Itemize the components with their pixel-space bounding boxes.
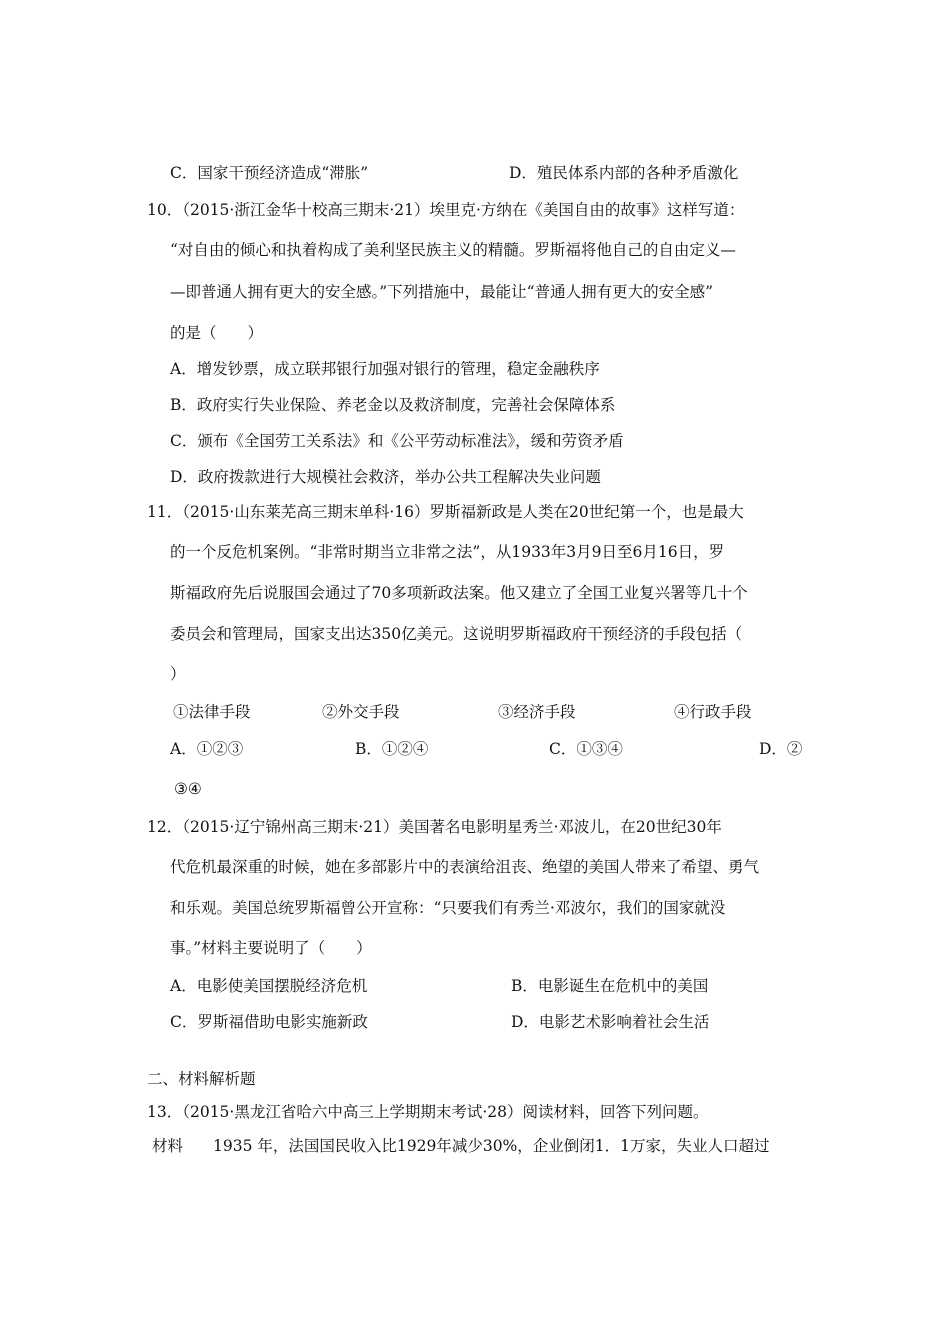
- q12-stem-line-1: 12．（2015·辽宁锦州高三期末·21）美国著名电影明星秀兰·邓波儿，在20世纪30年: [147, 818, 722, 836]
- q12-stem-line-2: 代危机最深重的时候，她在多部影片中的表演给沮丧、绝望的美国人带来了希望、勇气: [170, 858, 760, 876]
- q11-option-c: C．①③④: [549, 740, 623, 758]
- q11-option-b: B．①②④: [355, 740, 429, 758]
- q11-option-d: D．②: [759, 740, 803, 758]
- q10-option-b: B．政府实行失业保险、养老金以及救济制度，完善社会保障体系: [170, 396, 616, 414]
- q12-option-c: C．罗斯福借助电影实施新政: [170, 1013, 368, 1031]
- q11-stem-line-5: ）: [170, 665, 186, 683]
- material-label: 材料: [152, 1137, 184, 1155]
- q10-stem-line-1: 10．（2015·浙江金华十校高三期末·21）埃里克·方纳在《美国自由的故事》这样写道：: [147, 201, 745, 219]
- q11-stem-line-1: 11．（2015·山东莱芜高三期末单科·16）罗斯福新政是人类在20世纪第一个，也是最大: [147, 503, 744, 521]
- q12-option-b: B．电影诞生在危机中的美国: [511, 977, 709, 995]
- q12-stem-line-3: 和乐观。美国总统罗斯福曾公开宣称：“只要我们有秀兰·邓波尔，我们的国家就没: [170, 899, 726, 917]
- q12-option-a: A．电影使美国摆脱经济危机: [170, 977, 368, 995]
- q11-stem-line-4: 委员会和管理局，国家支出达350亿美元。这说明罗斯福政府干预经济的手段包括（: [170, 625, 743, 643]
- q12-option-d: D．电影艺术影响着社会生活: [511, 1013, 710, 1031]
- q12-stem-line-4: 事。”材料主要说明了（ ）: [170, 939, 372, 957]
- q9-option-d: D．殖民体系内部的各种矛盾激化: [509, 164, 739, 182]
- material-text: 1935 年，法国国民收入比1929年减少30%，企业倒闭1．1万家，失业人口超过: [213, 1137, 770, 1155]
- q11-item-3: ③经济手段: [498, 703, 576, 721]
- q11-option-d-wrap: ③④: [174, 780, 202, 798]
- q11-option-a: A．①②③: [170, 740, 244, 758]
- q10-stem-line-4: 的是（ ）: [170, 324, 264, 342]
- q10-option-c: C．颁布《全国劳工关系法》和《公平劳动标准法》，缓和劳资矛盾: [170, 432, 624, 450]
- q11-stem-line-3: 斯福政府先后说服国会通过了70多项新政法案。他又建立了全国工业复兴署等几十个: [170, 584, 748, 602]
- q11-stem-line-2: 的一个反危机案例。“非常时期当立非常之法”，从1933年3月9日至6月16日，罗: [170, 543, 725, 561]
- q10-option-a: A．增发钞票，成立联邦银行加强对银行的管理，稳定金融秩序: [170, 360, 600, 378]
- q10-stem-line-3: —即普通人拥有更大的安全感。”下列措施中，最能让“普通人拥有更大的安全感”: [170, 283, 714, 301]
- section-heading: 二、材料解析题: [147, 1070, 256, 1088]
- q9-option-c: C．国家干预经济造成“滞胀”: [170, 164, 369, 182]
- q11-item-1: ①法律手段: [173, 703, 251, 721]
- material-line: [152, 1136, 770, 1156]
- q11-item-2: ②外交手段: [322, 703, 400, 721]
- q10-stem-line-2: “对自由的倾心和执着构成了美利坚民族主义的精髓。罗斯福将他自己的自由定义—: [170, 241, 736, 259]
- q13-stem: 13．（2015·黑龙江省哈六中高三上学期期末考试·28）阅读材料，回答下列问题。: [147, 1103, 709, 1121]
- q11-item-4: ④行政手段: [674, 703, 752, 721]
- q10-option-d: D．政府拨款进行大规模社会救济，举办公共工程解决失业问题: [170, 468, 601, 486]
